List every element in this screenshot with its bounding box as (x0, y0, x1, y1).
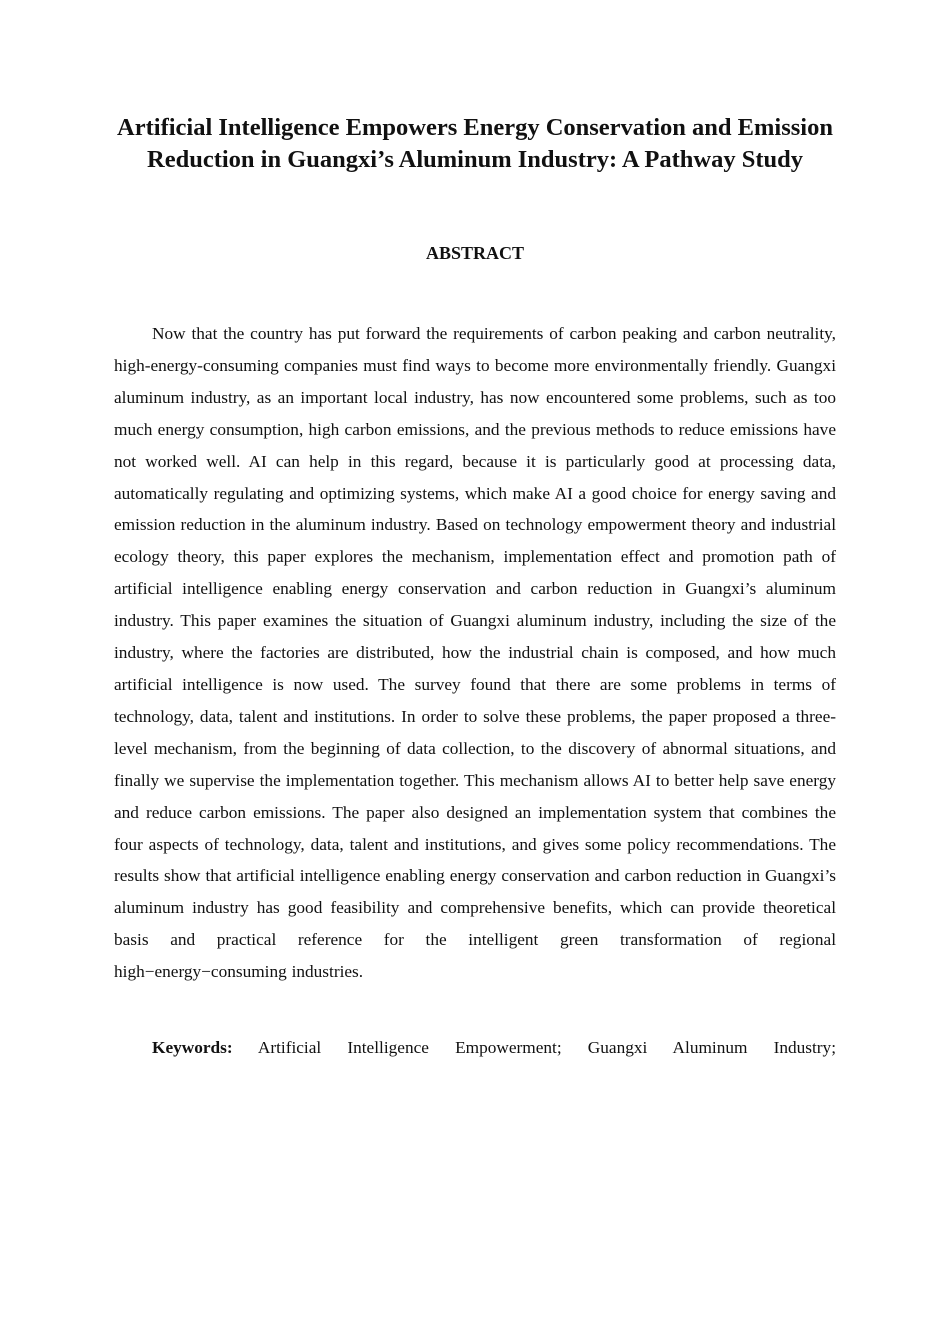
abstract-body: Now that the country has put forward the requirements of carbon peaking and carbon neutrality, high-energy-consuming companies must find ways to become more environmentally friendly. Guangxi aluminum industry, as an important local industry, has now encountered some problems, such as too much energy consumption, high carbon emissions, and the previous methods to reduce emissions have not worked well. AI can help in this regard, because it is particularly good at processing data, automatically regulating and optimizing systems, which make AI a good choice for energy saving and emission reduction in the aluminum industry. Based on technology empowerment theory and industrial ecology theory, this paper explores the mechanism, implementation effect and promotion path of artificial intelligence enabling energy conservation and carbon reduction in Guangxi’s aluminum industry. This paper examines the situation of Guangxi aluminum industry, including the size of the industry, where the factories are distributed, how the industrial chain is composed, and how much artificial intelligence is now used. The survey found that there are some problems in terms of technology, data, talent and institutions. In order to solve these problems, the paper proposed a three-level mechanism, from the beginning of data collection, to the discovery of abnormal situations, and finally we supervise the implementation together. This mechanism allows AI to better help save energy and reduce carbon emissions. The paper also designed an implementation system that combines the four aspects of technology, data, talent and institutions, and gives some policy recommendations. The results show that artificial intelligence enabling energy conservation and carbon reduction in Guangxi’s aluminum industry has good feasibility and comprehensive benefits, which can provide theoretical basis and practical reference for the intelligent green transformation of regional high−energy−consuming industries. (114, 324, 836, 982)
keywords-line (114, 1032, 836, 1064)
keywords-label: Keywords: (152, 1038, 233, 1058)
paper-title: Artificial Intelligence Empowers Energy Conservation and Emission Reduction in Guangxi’s Aluminum Industry: A Pathway Study (117, 114, 833, 173)
paper-page (114, 112, 836, 1064)
keywords-text: Artificial Intelligence Empowerment; Guangxi Aluminum Industry; (257, 1038, 836, 1058)
abstract-heading: ABSTRACT (425, 243, 525, 263)
